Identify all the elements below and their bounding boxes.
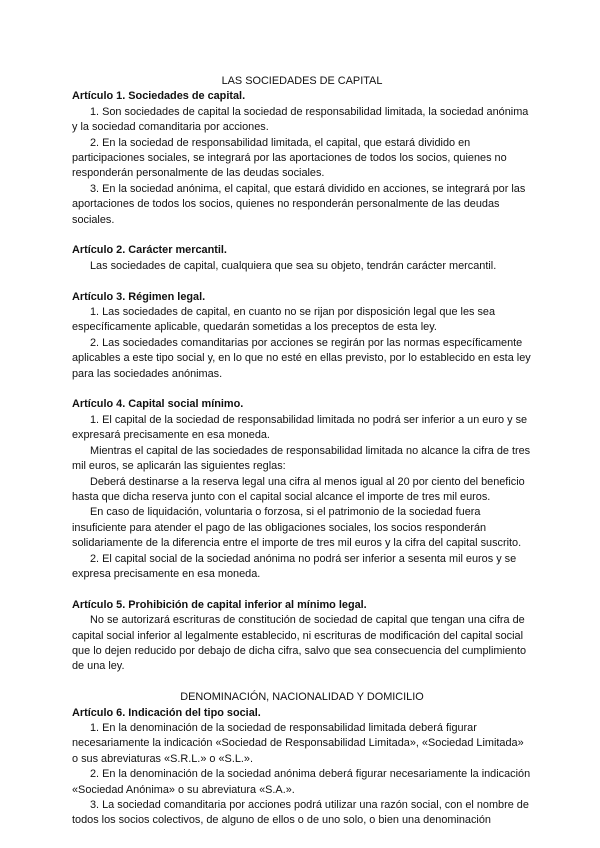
paragraph: No se autorizará escrituras de constitución de sociedad de capital que tengan una cifra de capital social inferior al legalmente establecido, ni escrituras de modificación del capital social que lo dejen reducido por debajo de dicha cifra, salvo que sea consecuencia del cumplimiento de una ley. — [72, 614, 527, 673]
paragraph: 3. La sociedad comanditaria por acciones podrá utilizar una razón social, con el nombre de todos los socios colectivos, de alguno de ellos o de uno solo, o bien una denominación — [72, 799, 529, 827]
paragraph: 2. En la denominación de la sociedad anónima deberá figurar necesariamente la indicación «Sociedad Anónima» o su abreviatura «S.A.». — [72, 768, 531, 796]
article-title: Artículo 2. Carácter mercantil. — [72, 244, 227, 257]
paragraph: 2. El capital social de la sociedad anónima no podrá ser inferior a sesenta mil euros y se expresa precisamente en esa moneda. — [72, 552, 517, 580]
paragraph: En caso de liquidación, voluntaria o forzosa, si el patrimonio de la sociedad fuera insuficiente para atender el pago de las obligaciones sociales, los socios responderán solidariamente de la diferencia entre el importe de tres mil euros y la cifra del capital suscrito. — [72, 506, 522, 550]
paragraph: 2. En la sociedad de responsabilidad limitada, el capital, que estará dividido en participaciones sociales, se integrará por las aportaciones de todos los socios, quienes no responderán personalmente de las deudas sociales. — [72, 136, 507, 180]
paragraph: 3. En la sociedad anónima, el capital, que estará dividido en acciones, se integrará por las aportaciones de todos los socios, quienes no responderán personalmente de las deudas sociales. — [72, 182, 526, 226]
article-1 — [72, 89, 532, 228]
article-title: Artículo 3. Régimen legal. — [72, 290, 206, 303]
paragraph: 1. En la denominación de la sociedad de responsabilidad limitada deberá figurar necesariamente la indicación «Sociedad de Responsabilidad Limitada», «Sociedad Limitada» o sus abreviaturas «S.R.L.» o «S.L.». — [72, 721, 524, 765]
paragraph: 1. Las sociedades de capital, en cuanto no se rijan por disposición legal que les sea específicamente aplicable, quedarán sometidas a los preceptos de esta ley. — [72, 306, 496, 334]
article-title: Artículo 4. Capital social mínimo. — [72, 398, 244, 411]
section-heading: DENOMINACIÓN, NACIONALIDAD Y DOMICILIO — [180, 691, 424, 704]
article-6 — [72, 706, 532, 829]
article-3 — [72, 290, 532, 382]
paragraph: 2. Las sociedades comanditarias por acciones se regirán por las normas específicamente aplicables a este tipo social y, en lo que no esté en ellas previsto, por lo establecido en esta ley para las sociedades anónimas. — [72, 336, 531, 380]
paragraph: Las sociedades de capital, cualquiera que sea su objeto, tendrán carácter mercantil. — [90, 259, 497, 272]
article-2 — [72, 243, 532, 274]
article-title: Artículo 5. Prohibición de capital inferior al mínimo legal. — [72, 598, 367, 611]
section-heading: LAS SOCIEDADES DE CAPITAL — [221, 75, 383, 87]
paragraph: Deberá destinarse a la reserva legal una cifra al menos igual al 20 por ciento del beneficio hasta que dicha reserva junto con el capital social alcance el importe de tres mil euros. — [72, 475, 525, 503]
article-4 — [72, 397, 532, 582]
article-5 — [72, 598, 532, 675]
paragraph: 1. Son sociedades de capital la sociedad de responsabilidad limitada, la sociedad anónima y la sociedad comanditaria por acciones. — [72, 105, 529, 134]
article-title: Artículo 1. Sociedades de capital. — [72, 90, 246, 103]
paragraph: 1. El capital de la sociedad de responsabilidad limitada no podrá ser inferior a un euro y se expresará precisamente en esa moneda. — [72, 413, 528, 442]
paragraph: Mientras el capital de las sociedades de responsabilidad limitada no alcance la cifra de tres mil euros, se aplicarán las siguientes reglas: — [72, 444, 531, 473]
article-title: Artículo 6. Indicación del tipo social. — [72, 706, 261, 719]
